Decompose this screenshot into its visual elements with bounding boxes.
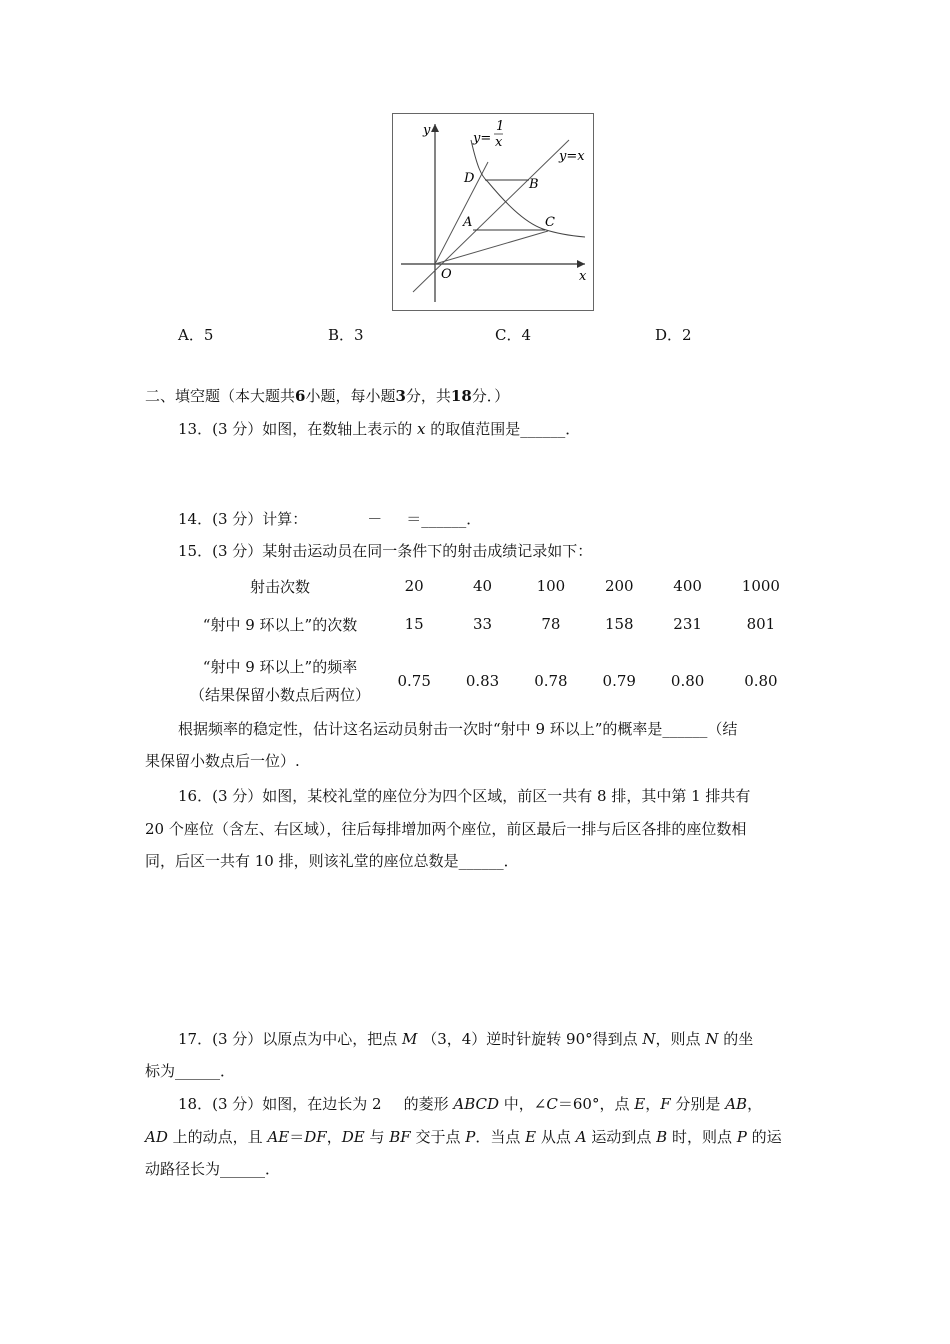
table-cell: 78 <box>541 615 561 633</box>
table-cell: 40 <box>472 577 493 595</box>
table-cell: 0.80 <box>744 672 778 690</box>
line-oc <box>435 231 548 264</box>
table-cell: 15 <box>404 615 424 633</box>
line-od <box>435 162 488 264</box>
label-y-axis: y <box>423 123 431 138</box>
q18-line-1: 18．(3 分）如图，在边长为 2 的菱形 ABCD 中，∠C＝60°，点 E，F 分别是 AB， <box>178 1095 763 1113</box>
q18-line-3: 动路径长为______． <box>145 1160 281 1178</box>
section-2-title: 二、填空题（本大题共6小题，每小题3分，共18分．） <box>145 387 510 405</box>
table-cell: 400 <box>673 577 702 595</box>
label-x-axis: x <box>579 269 587 284</box>
table-cell: 33 <box>472 615 493 633</box>
table-cell: 0.79 <box>602 672 636 690</box>
y-axis-arrow <box>431 124 439 132</box>
q17-line-1: 17．(3 分）以原点为中心，把点 M （3，4）逆时针旋转 90°得到点 N，则点 N 的坐 <box>178 1030 754 1048</box>
table-cell: 0.78 <box>534 672 568 690</box>
label-b: B <box>529 177 539 192</box>
q18-line-2: AD 上的动点，且 AE＝DF，DE 与 BF 交于点 P．当点 E 从点 A 运动到点 B 时，则点 P 的运 <box>145 1128 782 1146</box>
q15-table <box>180 568 800 718</box>
label-hyperbola: y= <box>473 131 492 146</box>
table-cell: 0.75 <box>397 672 431 690</box>
label-origin: O <box>441 267 452 282</box>
q16-line-2: 20 个座位（含左、右区域），往后每排增加两个座位，前区最后一排与后区各排的座位数相 <box>145 820 747 838</box>
row-header: “射中 9 环以上”的频率 （结果保留小数点后两位） <box>189 658 370 704</box>
option-c[interactable]: C．4 <box>495 326 532 344</box>
label-hyperbola-den: x <box>495 135 503 150</box>
table-row <box>180 568 800 604</box>
table-cell: 1000 <box>741 577 780 595</box>
question-14: 14．(3 分）计算： － ＝______． <box>178 510 482 528</box>
table-row <box>180 604 800 644</box>
table-cell: 100 <box>536 577 566 595</box>
q15-after-line-2: 果保留小数点后一位）. <box>145 752 300 770</box>
label-a: A <box>463 215 473 230</box>
label-hyperbola-num: 1 <box>496 119 505 134</box>
q15-after-line-1: 根据频率的稳定性，估计这名运动员射击一次时“射中 9 环以上”的概率是______（结 <box>178 720 738 738</box>
table-cell: 231 <box>673 615 702 633</box>
table-cell: 801 <box>746 615 776 633</box>
table-cell: 158 <box>604 615 634 633</box>
row-header: 射击次数 <box>249 577 310 596</box>
x-axis-arrow <box>577 260 585 268</box>
question-13: 13．(3 分）如图，在数轴上表示的 x 的取值范围是______． <box>178 420 581 438</box>
q16-line-3: 同，后区一共有 10 排，则该礼堂的座位总数是______． <box>145 852 519 870</box>
row-header: “射中 9 环以上”的次数 <box>202 615 358 634</box>
q16-line-1: 16．(3 分）如图，某校礼堂的座位分为四个区域，前区一共有 8 排，其中第 1 排共有 <box>178 787 751 805</box>
label-line: y=x <box>559 149 585 164</box>
table-cell: 0.83 <box>465 672 500 690</box>
graph-figure <box>392 113 594 311</box>
option-a[interactable]: A．5 <box>178 326 214 344</box>
table-cell: 0.80 <box>670 672 705 690</box>
q17-line-2: 标为______． <box>145 1062 236 1080</box>
question-15: 15．(3 分）某射击运动员在同一条件下的射击成绩记录如下： <box>178 542 593 560</box>
label-c: C <box>545 215 555 230</box>
label-d: D <box>464 171 475 186</box>
option-b[interactable]: B．3 <box>328 326 364 344</box>
table-row <box>180 644 800 718</box>
graph-svg <box>393 114 593 310</box>
option-d[interactable]: D．2 <box>655 326 692 344</box>
table-cell: 20 <box>404 577 424 595</box>
table-cell: 200 <box>604 577 634 595</box>
